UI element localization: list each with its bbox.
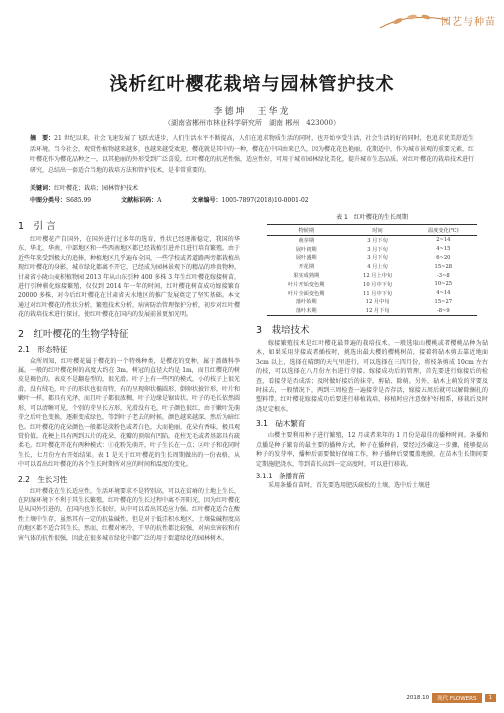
article-id-label: 文章编号： <box>191 197 222 204</box>
table-row <box>267 245 477 254</box>
table-header-cell: 时间 <box>345 225 409 236</box>
table-cell: 落叶末期 <box>267 306 345 315</box>
subsection-heading-3-1: 3.1 砧木繁育 <box>256 419 306 429</box>
table-row <box>267 297 477 306</box>
affiliation: （湖南省郴州市林业科学研究所 湖南 郴州 423000） <box>164 119 340 127</box>
subsection-heading-2-2: 2.2 生长习性 <box>18 474 68 484</box>
table-cell: 3 月下旬 <box>367 246 388 253</box>
table-cell: 12 月上中旬 <box>363 273 393 280</box>
table-row <box>267 236 477 245</box>
table-cell: 4 月上旬 <box>367 264 388 271</box>
table-cell: 落叶始期 <box>295 299 317 306</box>
page-footer <box>406 693 496 703</box>
table-cell: 15~28 <box>434 263 453 270</box>
table-row <box>267 289 477 298</box>
article-title: 浅析红叶樱花栽培与园林管护技术 <box>109 74 395 95</box>
growth-cycle-table <box>256 212 488 316</box>
authors: 李德坤 王华龙 <box>213 107 291 117</box>
section-tag <box>378 10 496 32</box>
table-caption: 表 1 红叶樱花的生长周期 <box>336 214 408 221</box>
table-cell: 4~15 <box>436 246 451 253</box>
table-cell: 2~14 <box>436 237 451 244</box>
page-number: 1 <box>485 694 497 702</box>
table-cell: 10~25 <box>434 281 453 288</box>
section-3-1-1-paragraph: 采用条播育苗时，首先要选用肥沃疏松的土壤，选中后土壤进 <box>268 481 431 489</box>
section-2-1-paragraph: 众所周知，红叶樱花属于樱花的一个特殊种类，是樱花的变种，属于蔷薇科李属。一般的红叶樱花树的高度大约在 3m，树冠的直径大约是 1m，而且红樱花的树皮是褐色的，表皮不是翻卷型的，很光滑。叶子上有一些凹的模式，小的枝子上很光滑，没有绒毛，叶子的形状也很奇特，有的呈现卵状椭圆形、倒卵状披针形，叶片和嫩叶一样，都具有光泽，而且叶子都很浓稠，叶子边缘是锯齿状。叶子的毛长依然圆形，可以清晰可见，个别的芽呈长方形，光滑没有毛，叶子颜色很红，由于嫩叶先萌芽之后叶色变换，逐渐变成绿色，等到叶子老去的时候，颜色越来越深，然后为暗红色。红叶樱花的花朵颜色一般都是淡粉色或者白色，大而艳丽，花朵有香味，极具观赏价值。花梗上具有两到五片的花朵，花瓣的顶端有凹陷，花柱无毛或者基部具有疏柔毛。红叶樱花开花有两种模式：①花粉先萌开，叶子生长在一点；②叶子和花同时生长，七月份左右开始结果。表 1 是关于红叶樱花的生长周期做出的一份表格，从中可以看出红叶樱花的各个生长时期所对应的时间和温度的变化。 <box>18 357 241 469</box>
section-heading-2: 2 红叶樱花的生物学特征 <box>18 328 129 340</box>
table-cell: 展叶初期 <box>295 246 317 253</box>
abstract-label: 摘 要： <box>30 135 55 142</box>
keywords-text: 红叶樱花；栽培；园林管护技术 <box>54 185 139 192</box>
section-2-2-paragraph: 红叶樱花在生长适应性，生活环境要求不是特别高，可以在贫瘠的土地上生长，在阴湿环境下不利于其生长繁殖，红叶樱花的生长过程中离不开阳光，因为红叶樱花是从国外引进的，在国内也生长很好，从中可以看出其适应力强。红叶樱花适合在酸性土壤中生存，虽然其有一定的抗盐碱性，但是对于低洼积水地区，土壤盐碱程度高的地区都不适合其生长，然而，红樱对寒冷，干旱的抗性都比较强，对病虫害较和有害气体的抗性很强，因此在很多城市绿化中都广泛的用于街道绿化的园林树木。 <box>18 487 241 542</box>
keywords-label: 关键词： <box>30 185 55 192</box>
section-3-paragraph: 嫁接繁殖技术是红叶樱花最普遍的栽培技术。一般选取山樱桃或者樱桃品种为砧木，如果采用芽接或者插枝时，挑选出最大樱的樱桃树苗，接着将砧木剪去靠近地面 3cm 以上，选择在晴朗的天气里进行，可以选择在三四月份，将枝条剪成 10cm 左右的枝，可以选择在八月份左右进行芽接。嫁接成功后的管理，首先要进行嫁接后的检查，看接芽是否成活；及时做好接后的抹芽，剪砧、除萌。另外，砧木上萌发的芽要及时抹去，一般情况下，两到三周检查一遍接芽是否存活，嫁接五周后就可以解除捆扎的塑料带。红叶樱花嫁接成功后要进行移植栽培，移植时应注意保护好根系，移栽后及时浇足定根水。 <box>256 340 488 413</box>
footer-journal: 现代 FLOWERS <box>432 693 481 703</box>
doc-value: A <box>157 197 162 204</box>
table-cell: 叶片开始变色期 <box>288 281 325 288</box>
footer-issue: 2018.10 <box>406 695 430 701</box>
table-row <box>267 262 477 271</box>
keywords <box>30 183 474 192</box>
right-column <box>256 212 488 490</box>
subsection-heading-3-1-1: 3.1.1 条播育苗 <box>256 471 306 480</box>
article-id-item <box>191 195 308 204</box>
phenology-table <box>267 224 477 316</box>
table-cell: -8~9 <box>410 306 477 315</box>
table-cell: 6~20 <box>436 254 451 261</box>
table-row <box>267 254 477 263</box>
clc-label: 中图分类号： <box>30 197 67 204</box>
table-header-cell: 物候期 <box>267 225 345 236</box>
table-cell: 叶片全面变色期 <box>288 290 325 297</box>
table-row <box>267 306 477 315</box>
table-cell: 展叶盛期 <box>295 255 317 262</box>
table-cell: 萌芽期 <box>298 237 315 244</box>
article-id-value: 1005-7897(2018)10-0001-02 <box>221 197 309 204</box>
classification-line <box>30 195 474 204</box>
abstract <box>30 134 474 176</box>
doc-item <box>121 195 161 204</box>
table-cell: 12 月下旬 <box>345 306 409 315</box>
section-heading-1: 1 引 言 <box>18 221 56 232</box>
table-row <box>267 280 477 289</box>
table-cell: 3 月下旬 <box>367 237 388 244</box>
clc-value: S685.99 <box>66 197 92 204</box>
table-cell: 10 月中下旬 <box>363 281 393 288</box>
table-cell: 11 月中下旬 <box>363 290 393 297</box>
table-header-row <box>267 225 477 236</box>
table-cell: 果实成熟期 <box>293 273 320 280</box>
abstract-text: 21 世纪以来，社会飞速发展了飞跃式进步，人们生活水平不断提高，人们在追求物质生活的同时，也开始享受生活，社会生活的好的同时，也追求优美舒适生活环境。当今社会，观赏性植物越来越多，也越来越受欢迎，樱花就是其中的一种，樱花在中国由来已久，因为樱花花色艳丽，花期适中，作为城市景观的重要元素，红叶樱花作为樱花品种之一，以其艳丽的外形受到广泛喜爱，红叶樱花的抗逆性强，适应性好，可用于城市园林绿化美化，提升城市生态品质。对红叶樱花的栽培技术进行研究，总结出一套适合当地的栽培方法和管护技术，是非常重要的。 <box>30 135 475 174</box>
doc-label: 文献标识码： <box>121 197 158 204</box>
table-cell: 12 月中旬 <box>365 299 390 306</box>
section-3-1-paragraph: 山樱主要利用种子进行繁殖，12 月或者来年的 1 月份是最佳的播种时间。条播和点播是种子繁育的最主要的播种方式，种子在播种前，要经过沙藏这一步骤，能够提高种子的发芽率，播种后需要做好保墒工作，种子播种后要覆盖地膜，在苗木生长期间要定期施肥浇水，等到苗长高到一定高度时，可以进行移栽。 <box>256 432 488 468</box>
table-cell: 3 月下旬 <box>367 255 388 262</box>
table-header-cell: 温度变化(℃) <box>410 225 477 236</box>
section-tag-label: 园艺与种苗 <box>441 17 496 28</box>
left-column <box>18 212 240 543</box>
table-row <box>267 271 477 280</box>
section-1-paragraph: 红叶樱花产自国外，在国外进行过多年的选育，性状已经逐渐稳定，我国的华东、华北、华南、中部地区和一些西南地区都已经栽植引进并且进行培育繁殖。由于近些年来受到极大的追捧，种植地区几乎遍布全国，一些学校或者道路两旁都栽植出现红叶樱花的身影，城市绿化都离不开它，已经成为园林景观下的精品的珍贵物种。甘肃省小陇山麦积植物园 2013 年从山东引种 400 多株 3 年生红叶樱花嫁接树苗，进行引种驯化嫁接繁殖，仅仅到 2014 年一年的时间，红叶樱花树苗成功嫁接繁育 20000 多株，对今后红叶樱花在甘肃省天水地区的推广发展奠定了坚实基础。本文通过对红叶樱花的性状分析，繁殖技术分析，病害防治管理保护分析，初步对红叶樱花的栽培技术进行探讨，使红叶樱花在国内的发展前景更加光明。 <box>18 236 241 319</box>
table-cell: 4~14 <box>436 290 451 297</box>
section-heading-3: 3 栽培技术 <box>256 325 310 337</box>
subsection-heading-2-1: 2.1 形态特征 <box>18 344 68 354</box>
clc-item <box>30 195 91 204</box>
table-cell: -3~8 <box>436 272 450 279</box>
table-cell: 15~27 <box>434 298 453 305</box>
table-cell: 开花期 <box>298 264 315 271</box>
